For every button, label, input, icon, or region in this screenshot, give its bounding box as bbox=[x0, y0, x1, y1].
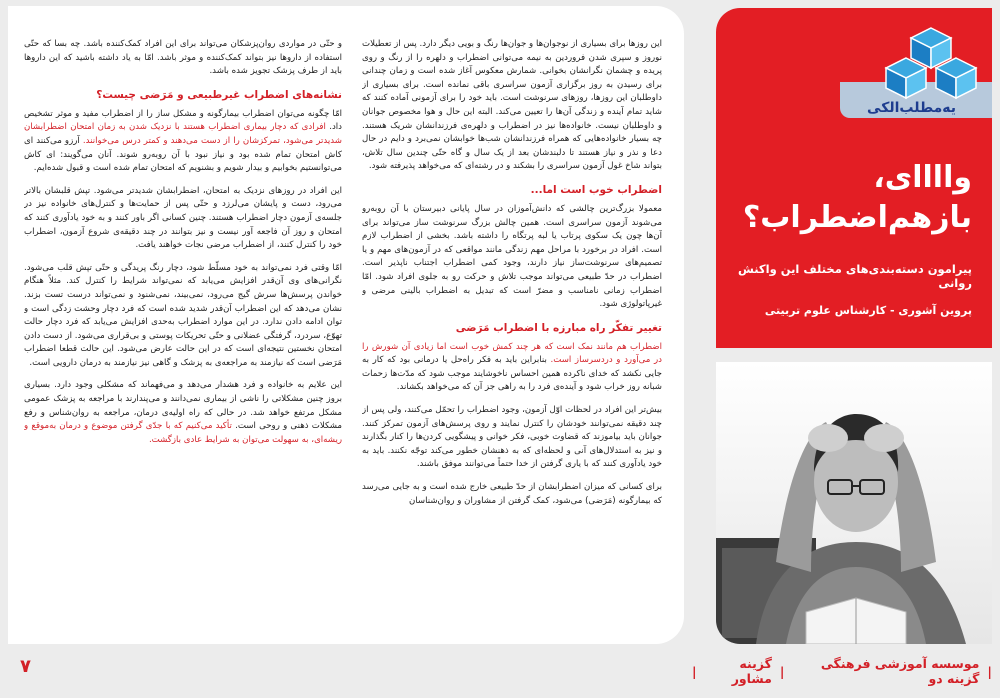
author-line: پروین آشوری - کارشناس علوم تربیتی bbox=[764, 304, 972, 317]
title-line: بازهم‌اضطراب؟ bbox=[742, 200, 972, 235]
footer-publisher: موسسه آموزشی فرهنگی گزینه دو bbox=[820, 656, 980, 686]
paragraph-text: این علایم به خانواده و فرد هشدار می‌دهد و می‌فهماند که مشکلی وجود دارد. بسیاری بروز چنین مشکلاتی را ناشی از بیماری نمی‌دانند و می‌پندارند با مراجعه به پزشک عمومی مشکل مرتفع خواهد شد. در حالی که راه اولیه‌ی درمان، مراجعه به روان‌شناس و رفع مشکلات ذهنی و روحی است. bbox=[24, 380, 342, 432]
paragraph: معمولا بزرگ‌ترین چالشی که دانش‌آموزان در سال پایانی دبیرستان با آن روبه‌رو می‌شوند آزمون سراسری است. همین چالش بزرگ سرنوشت ساز می‌تواند برای آن‌ها چون یک سکوی پرتاب یا لبه پرتگاه را داشته باشد. بخشی از اضطراب لازم است. افراد در برخورد با مراحل مهم زندگی مانند مواقعی که در آزمون‌های مهم و یا تصمیم‌های سرنوشت‌ساز نیاز دارند، وجود کمی اضطراب اجتناب ناپذیر است. اضطراب در حدّ طبیعی می‌تواند موجب تلاش و حرکت رو به جلوی افراد شود. امّا اضطراب زمانی نامناسب و مضرّ است که تبدیل به اضطراب بالینی مرضی و غیرپاتولوژی شود. bbox=[362, 203, 662, 310]
section-logo bbox=[792, 24, 992, 114]
paragraph: امّا وقتی فرد نمی‌تواند به خود مسلّط شود، دچار رنگ پریدگی و حتّی تپش قلب می‌شود. نگرانی‌های وی آن‌قدر افزایش می‌یابد که نمی‌تواند شرایط را کنترل کند. مثلاً هنگام خواندن پرسش‌ها سرش گیج می‌رود، نمی‌بیند، نمی‌شنود و نمی‌تواند درست تست بزند. نشان می‌دهد که این اضطراب آن‌قدر شدید شده است که فرد دچار وحشت زدگی است و توان ادامه دادن ندارد. در این موارد اضطراب به‌حدی افزایش می‌یابد که فرد دچار حالت تهوّع، سردرد، گرفتگی عضلانی و حتّی تحریکات پوستی و بی‌قراری می‌شود. از دست دادن امتحان نخستین نتیجه‌ای است که در این حالت عارض می‌شود. این حالت قطعا اضطراب مَرَضی است که نیازمند به مراجعه‌ی به پزشک و گاهی نیز نیازمند به درمان دارویی است. bbox=[24, 262, 342, 368]
paragraph-text: آرزو می‌کنند ای کاش امتحان تمام شده بود و نیاز نبود با آن روبه‌رو شوند. آنان می‌گویند: ای کاش می‌توانستیم بخوابیم و بیدار شویم و بشنویم که امتحان تمام شده است و قبول شده‌ایم. bbox=[24, 135, 342, 174]
page-number: ۷ bbox=[20, 656, 31, 677]
page-footer bbox=[8, 654, 992, 690]
paragraph: این افراد در روزهای نزدیک به امتحان، اضطرابشان شدیدتر می‌شود. تپش قلبشان بالاتر می‌رود، دست و پایشان می‌لرزد و حتّی پس از حمایت‌ها و کنترل‌های خانواده نیز در جلسه‌ی آزمون دچار اضطراب هستند. چنین کسانی اگر باور کنند و به خود یادآوری کنند که امتحان و روز آن فاجعه آور نیست و نیز بتوانند در چند دقیقه‌ی شروع آزمون، اضطراب خود را کنترل کنند، از اضطراب مرضی نجات خواهند یافت. bbox=[24, 185, 342, 251]
article-title bbox=[732, 158, 972, 238]
section-heading: اضطراب خوب است اما... bbox=[530, 183, 662, 196]
article-column-right bbox=[362, 38, 662, 638]
section-heading: تغییر تفکّر راه مبارزه با اضطراب مَرَضی bbox=[455, 321, 662, 334]
highlight-text: تأکید می‌کنیم که با جدّی گرفتن موضوع و درمان به‌موقع و ریشه‌ای، به سهولت می‌توان به شرایط عادی بازگشت. bbox=[24, 421, 342, 445]
article-column-left bbox=[24, 38, 342, 638]
paragraph-text: امّا چگونه می‌توان اضطراب بیمارگونه و مشکل ساز را از اضطراب مفید و موثر تشخیص داد. bbox=[24, 108, 342, 133]
paragraph-text: بنابراین باید به فکر راه‌حل یا درمانی بود که کار به جایی نکشد که خدای ناکرده همین احساس ناخوشایند موجب شود که مدّت‌ها زحمات شبانه روز خراب شود و آینده‌ی فرد را به راهی جز آن که می‌خواهد بکشاند. bbox=[362, 355, 662, 393]
separator: | bbox=[987, 663, 992, 679]
section-heading: نشانه‌های اضطراب غیرطبیعی و مَرَضی چیست؟ bbox=[96, 88, 342, 101]
student-illustration bbox=[716, 362, 992, 644]
article-subtitle: پیرامون دسته‌بندی‌های مختلف این واکنش روانی bbox=[737, 262, 972, 290]
paragraph: این روزها برای بسیاری از نوجوان‌ها و جوان‌ها رنگ و بویی دیگر دارد. پس از تعطیلات نوروز و سپری شدن فروردین به نیمه می‌توانی اضطراب و دلهره را از رنگ و روی پریده و چشمان نگرانشان بخوانی. شمارش معکوس آغاز شده است و زمان چندانی برای رسیدن به روز برگزاری آزمون سراسری باقی نمانده است. برای بسیاری از داوطلبان این روزها، روزهای سرنوشت است. باید خود را برای آزمونی آماده کنند که شاید تمام آینده و زندگی آن‌ها را تعیین می‌کند. البته این حال و هوا مخصوص جوانان و داوطلبان نیست. خانواده‌ها نیز در اضطراب و دلهره‌ی فرزندانشان شریک هستند. چه بسیار خانواده‌هایی که همراه فرزندانشان شب‌ها خوابشان نمی‌برد و دایم در حال دعا و نذر و نیاز هستند تا دلبندشان بعد از یک سال و گاه حتّی چندین سال تلاش، بتواند شاخ غول آزمون سراسری را بشکند و در رشته‌ای که می‌خواهد پذیرفته شود. bbox=[362, 39, 662, 172]
paragraph: برای کسانی که میزان اضطرابشان از حدّ طبیعی خارج شده است و به جایی می‌رسد که بیمارگونه (مَرَضی) می‌شود، کمک گرفتن از مشاوران و روان‌شناسان bbox=[362, 482, 662, 506]
stressed-student-photo bbox=[716, 362, 992, 644]
separator: | bbox=[779, 663, 785, 679]
footer-branding bbox=[692, 656, 992, 686]
paragraph: بیش‌تر این افراد در لحظات اوّل آزمون، وجود اضطراب را تحمّل می‌کنند، ولی پس از چند دقیقه نمی‌توانند خودشان را کنترل نمایند و روی پرسش‌های آزمون تمرکز کنند. جوانان باید بیاموزند که قضاوت خوبی، فکر خوانی و پیشگویی کردن‌ها را کنار بگذارند و نیز به استدلال‌های آنی و لحظه‌ای که به ذهنشان خطور می‌کند توجّه نکنند. باید به خود یادآوری کنند که با یاری گرفتن از خدا حتماً می‌توانند موفق باشند. bbox=[362, 405, 662, 470]
highlight-text: افرادی که دچار بیماری اضطراب هستند با نزدیک شدن به زمان امتحان اضطرابشان شدیدتر می‌شود، تمرکزشان را از دست می‌دهند و کمتر درس می‌خوانند. bbox=[24, 122, 342, 146]
paragraph bbox=[24, 379, 342, 447]
paragraph bbox=[24, 108, 342, 176]
paragraph: و حتّی در مواردی روان‌پزشکان می‌تواند برای این افراد کمک‌کننده باشد. چه بسا که حتّی استفاده از داروها نیز بتواند کمک‌کننده و موثر باشد. امّا به یاد داشته باشید که این داروها باید از طرف پزشک تجویز شده باشد. bbox=[24, 39, 342, 77]
title-panel bbox=[716, 8, 992, 348]
highlight-text: اضطراب هم مانند نمک است که هر چند کمش خوب است اما زیادی آن شورش را در می‌آورد و دردسرساز است. bbox=[362, 341, 662, 366]
article-page bbox=[8, 6, 684, 644]
separator: | bbox=[692, 663, 697, 679]
paragraph bbox=[362, 341, 662, 395]
title-line: واااای، bbox=[873, 160, 972, 195]
logo-text: یه‌مطلب‌الکی bbox=[867, 100, 956, 116]
footer-magazine: گزینه مشاور bbox=[731, 656, 772, 686]
